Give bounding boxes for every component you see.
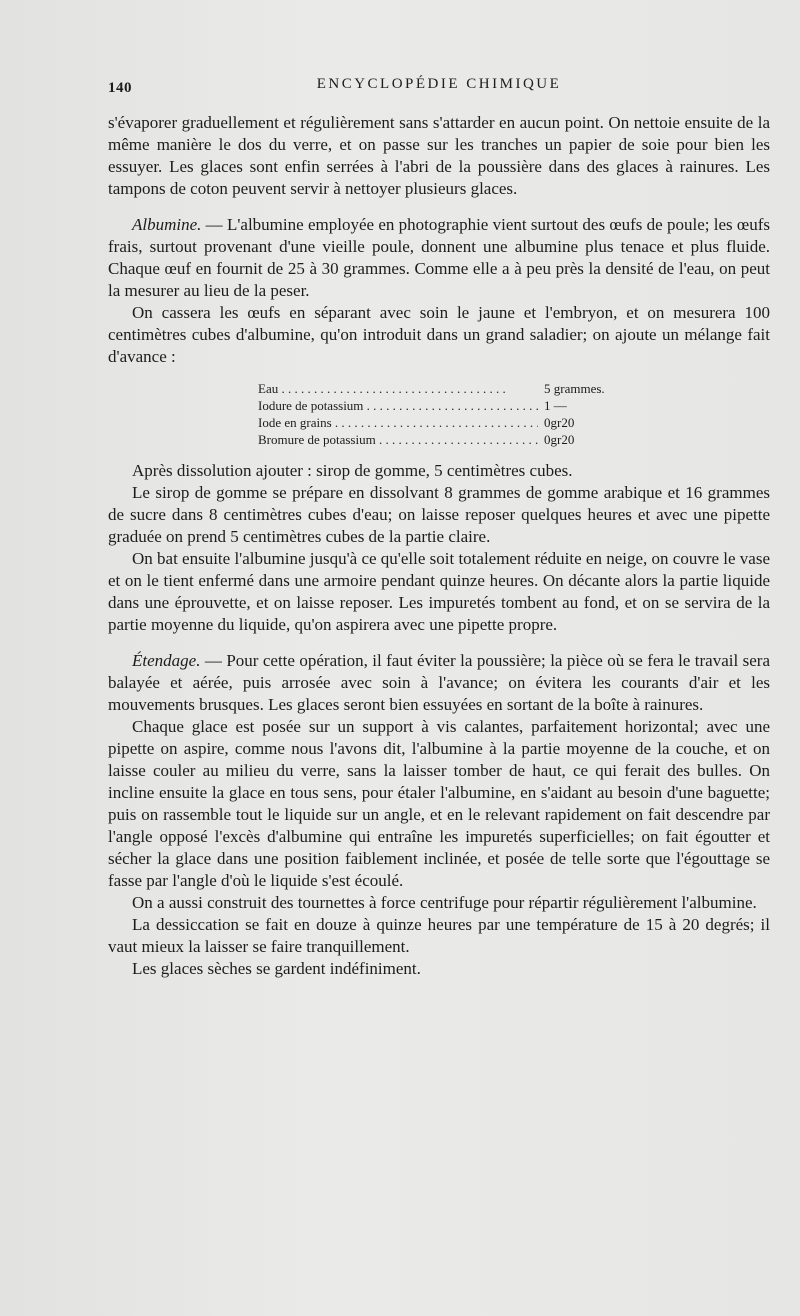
recipe-row xyxy=(258,431,658,448)
page-body xyxy=(108,112,770,980)
page-number: 140 xyxy=(108,80,132,96)
paragraph xyxy=(108,302,770,368)
ingredient-quantity: 0gr20 xyxy=(544,432,575,447)
recipe-row xyxy=(258,397,658,414)
paragraph-continued xyxy=(108,112,770,200)
ingredient-quantity: 0gr20 xyxy=(544,415,575,430)
ingredient-quantity: 1 — xyxy=(544,398,567,413)
paragraph-etendage xyxy=(108,650,770,716)
ingredient-name: Iodure de potassium . . . xyxy=(258,397,538,414)
paragraph-text: Les glaces sèches se gardent indéfiniment. xyxy=(132,959,421,978)
recipe-list xyxy=(258,380,658,448)
paragraph-text: Chaque glace est posée sur un support à vis calantes, parfaitement horizontal; avec une pipette on aspire, comme nous l'avons dit, l'albumine à la partie moyenne de la couche, et on laisse couler au milieu du verre, sans la laisser tomber de haut, ce qui ferait des bulles. On incline ensuite la glace en tous sens, pour étaler l'albumine, en s'aidant au besoin d'une baguette; puis on rassemble tout le liquide sur un angle, et en le relevant rapidement on fait descendre par l'angle opposé l'excès d'albumine qui entraîne les impuretés superficielles; on fait égoutter et sécher la glace dans une position faiblement inclinée, et posée de telle sorte que l'égouttage se fasse par l'angle d'où le liquide s'est écoulé. xyxy=(108,717,770,890)
section-run-in-heading: Étendage. xyxy=(132,651,201,670)
paragraph xyxy=(108,482,770,548)
paragraph-text: — Pour cette opération, il faut éviter la poussière; la pièce où se fera le travail sera balayée et aérée, puis arrosée avec soin à l'avance; on évitera les courants d'air et les mouvements brusques. Les glaces seront bien essuyées en sortant de la boîte à rainures. xyxy=(108,651,770,714)
section-run-in-heading: Albumine. xyxy=(132,215,202,234)
recipe-row xyxy=(258,414,658,431)
page-header xyxy=(108,76,770,102)
ingredient-name: Eau . . . xyxy=(258,380,538,397)
paragraph xyxy=(108,548,770,636)
running-title: ENCYCLOPÉDIE CHIMIQUE xyxy=(316,76,562,92)
paragraph-text: — L'albumine employée en photographie vient surtout des œufs de poule; les œufs frais, surtout provenant d'une vieille poule, donnent une albumine plus tenace et plus fluide. Chaque œuf en fournit de 25 à 30 grammes. Comme elle a à peu près la densité de l'eau, on peut la mesurer au lieu de la peser. xyxy=(108,215,770,300)
paragraph-text: On bat ensuite l'albumine jusqu'à ce qu'elle soit totalement réduite en neige, on couvre le vase et on le tient enfermé dans une armoire pendant quinze heures. On décante alors la partie liquide dans une éprouvette, et on laisse reposer. Les impuretés tombent au fond, et on se servira de la partie moyenne du liquide, qu'on aspirera avec une pipette propre. xyxy=(108,549,770,634)
ingredient-name: Bromure de potassium . . . xyxy=(258,431,538,448)
paragraph-text: s'évaporer graduellement et régulièrement sans s'attarder en aucun point. On nettoie ensuite de la même manière le dos du verre, et on passe sur les tranches un papier de soie pour bien les essuyer. Les glaces sont enfin serrées à l'abri de la poussière dans des glaces à rainures. Les tampons de coton peuvent servir à nettoyer plusieurs glaces. xyxy=(108,113,770,198)
ingredient-quantity: 5 grammes. xyxy=(544,381,605,396)
paragraph xyxy=(108,958,770,980)
paragraph-text: On cassera les œufs en séparant avec soin le jaune et l'embryon, et on mesurera 100 centimètres cubes d'albumine, qu'on introduit dans un grand saladier; on ajoute un mélange fait d'avance : xyxy=(108,303,770,366)
ingredient-name: Iode en grains . . . xyxy=(258,414,538,431)
paragraph-text: La dessiccation se fait en douze à quinze heures par une température de 15 à 20 degrés; il vaut mieux la laisser se faire tranquillement. xyxy=(108,915,770,956)
paragraph-text: Après dissolution ajouter : sirop de gomme, 5 centimètres cubes. xyxy=(132,461,573,480)
paragraph-albumine xyxy=(108,214,770,302)
recipe-row xyxy=(258,380,658,397)
paragraph-text: On a aussi construit des tournettes à force centrifuge pour répartir régulièrement l'albumine. xyxy=(132,893,757,912)
paragraph xyxy=(108,460,770,482)
paragraph xyxy=(108,716,770,892)
paragraph xyxy=(108,914,770,958)
paragraph xyxy=(108,892,770,914)
paragraph-text: Le sirop de gomme se prépare en dissolvant 8 grammes de gomme arabique et 16 grammes de sucre dans 8 centimètres cubes d'eau; on laisse reposer quelques heures et avec une pipette graduée on prend 5 centimètres cubes de la partie claire. xyxy=(108,483,770,546)
